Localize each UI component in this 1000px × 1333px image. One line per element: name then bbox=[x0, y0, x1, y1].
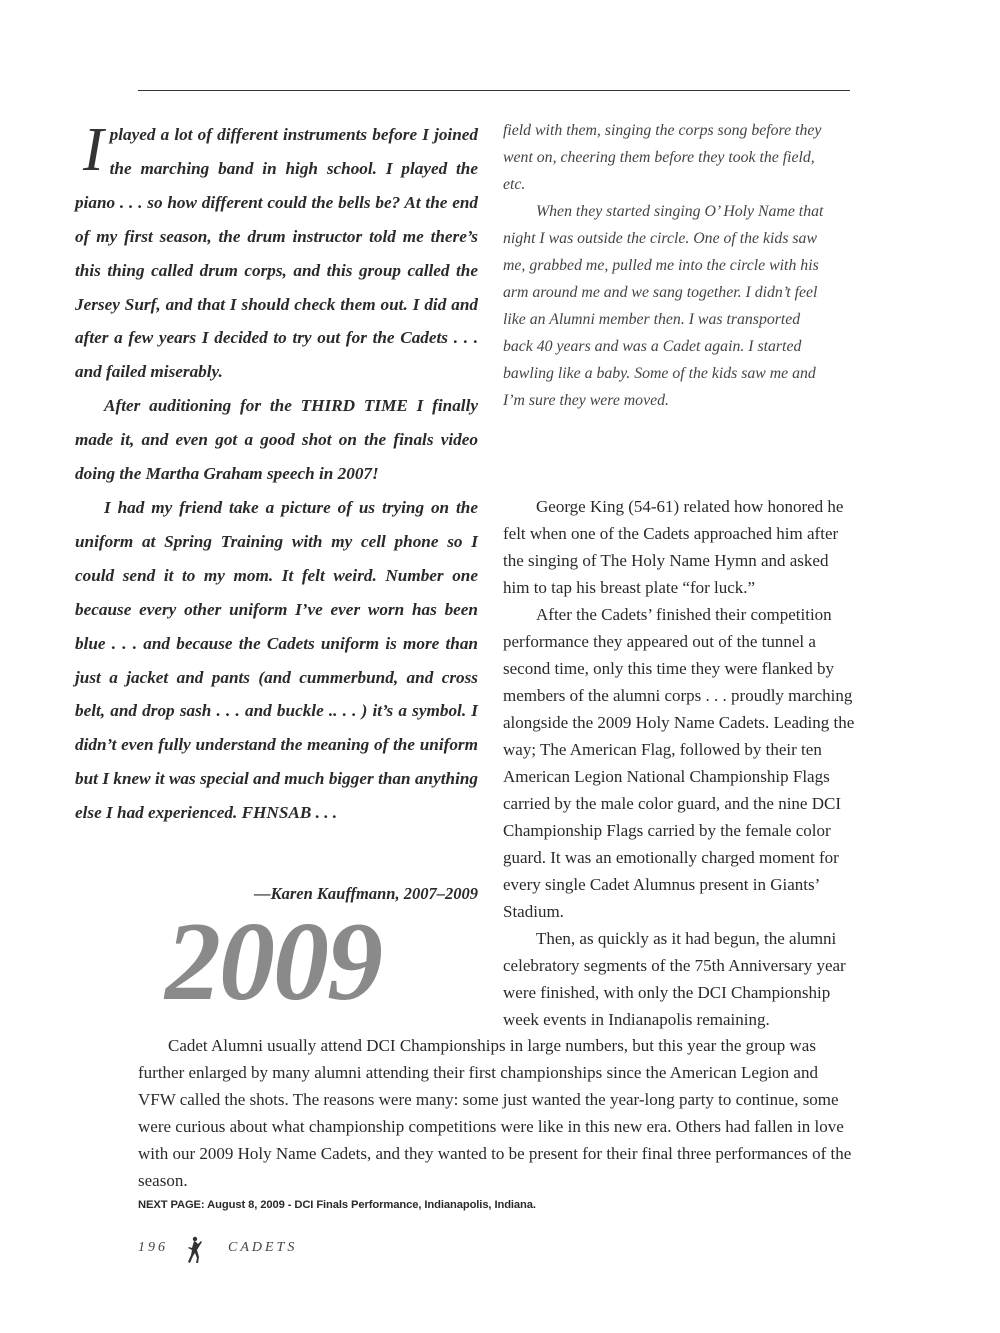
quote-paragraph-3: I had my friend take a picture of us trying on the uniform at Spring Training with my cell phone so I could send it to my mom. It felt weird. Number one because every other uniform I’ve ever worn has been blue . . . and because the Cadets uniform is more than just a jacket and pants (and cummerbund, and cross belt, and drop sash . . . and buckle .. . . ) it’s a symbol. I didn’t even fully understand the meaning of the uniform but I knew it was special and much bigger than anything else I had experienced. FHNSAB . . . bbox=[75, 497, 478, 823]
quote-attribution: —Karen Kauffmann, 2007–2009 bbox=[254, 884, 478, 903]
body-paragraph-1: George King (54-61) related how honored he felt when one of the Cadets approached him after the singing of The Holy Name Hymn and asked him to tap his breast plate “for luck.” bbox=[503, 497, 844, 597]
drop-cap: I bbox=[83, 116, 104, 184]
body-column-right bbox=[503, 493, 859, 1033]
member-quote bbox=[75, 118, 478, 830]
body-full-width bbox=[138, 1032, 858, 1194]
running-head: CADETS bbox=[228, 1240, 298, 1255]
quote-paragraph-1 bbox=[75, 118, 478, 389]
page-footer bbox=[138, 1236, 438, 1266]
body-paragraph-4: Cadet Alumni usually attend DCI Championships in large numbers, but this year the group was further enlarged by many alumni attending their first championships since the American Legion and VFW called the shots. The reasons were many: some just wanted the year-long party to continue, some were curious about what championship competitions were like in this new era. Others had fallen in love with our 2009 Holy Name Cadets, and they wanted to be present for their final three performances of the season. bbox=[138, 1036, 852, 1190]
body-paragraph-2: After the Cadets’ finished their competition performance they appeared out of the tunnel a second time, only this time they were flanked by members of the alumni corps . . . proudly marching alongside the 2009 Holy Name Cadets. Leading the way; The American Flag, followed by their ten American Legion National Championship Flags carried by the male color guard, and the nine DCI Championship Flags carried by the female color guard. It was an emotionally charged moment for every single Cadet Alumnus present in Giants’ Stadium. bbox=[503, 605, 855, 921]
alumni-quote bbox=[503, 117, 833, 414]
page-number: 196 bbox=[138, 1240, 168, 1255]
header-rule bbox=[138, 90, 850, 91]
alumni-quote-paragraph-2: When they started singing O’ Holy Name that night I was outside the circle. One of the kids saw me, grabbed me, pulled me into the circle with his arm around me and we sang together. I didn’t feel like an Alumni member then. I was transported back 40 years and was a Cadet again. I started bawling like a baby. Some of the kids saw me and I’m sure they were moved. bbox=[503, 203, 824, 409]
photo-caption: NEXT PAGE: August 8, 2009 - DCI Finals Performance, Indianapolis, Indiana. bbox=[138, 1199, 536, 1211]
quote-paragraph-1-text: played a lot of different instruments before I joined the marching band in high school. I played the piano . . . so how different could the bells be? At the end of my first season, the drum instructor told me there’s this thing called drum corps, and this group called the Jersey Surf, and that I should check them out. I did and after a few years I decided to try out for the Cadets . . . and failed miserably. bbox=[75, 125, 478, 382]
drum-major-figure-icon bbox=[185, 1236, 203, 1264]
year-heading: 2009 bbox=[165, 900, 381, 1024]
body-paragraph-3: Then, as quickly as it had begun, the alumni celebratory segments of the 75th Anniversary year were finished, with only the DCI Championship week events in Indianapolis remaining. bbox=[503, 929, 846, 1029]
alumni-quote-paragraph-1: field with them, singing the corps song before they went on, cheering them before they took the field, etc. bbox=[503, 122, 822, 193]
quote-paragraph-2: After auditioning for the THIRD TIME I finally made it, and even got a good shot on the finals video doing the Martha Graham speech in 2007! bbox=[75, 396, 478, 484]
